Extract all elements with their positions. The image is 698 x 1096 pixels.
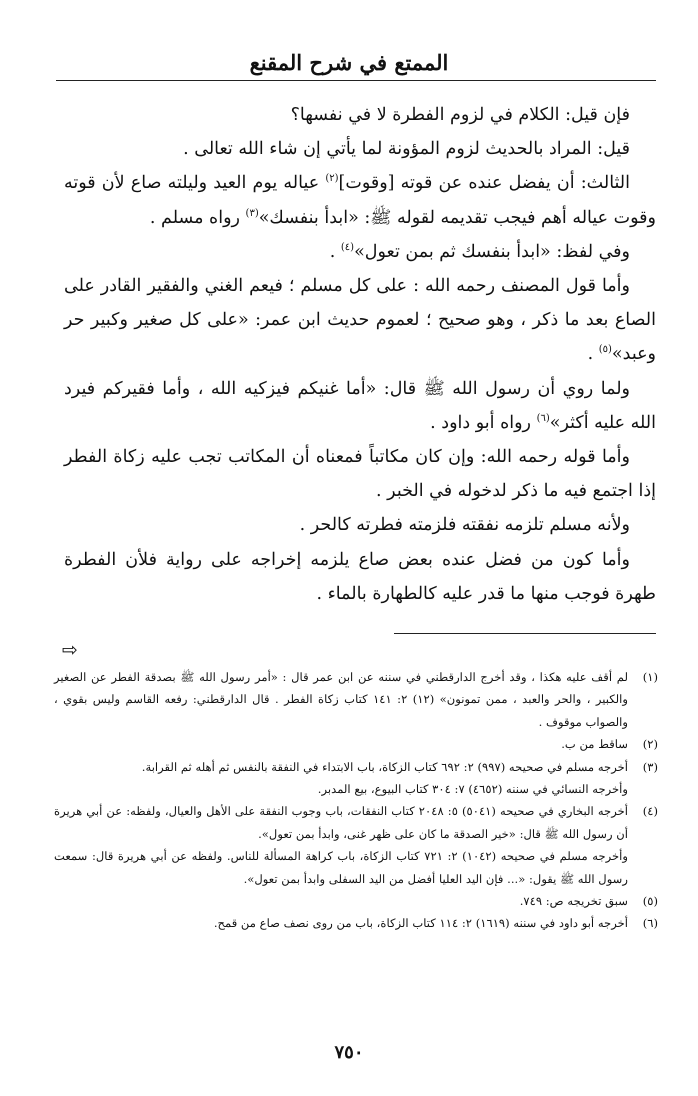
main-text (64, 98, 656, 611)
footnote-text: وأخرجه النسائي في سننه (٤٦٥٢) ٧: ٣٠٤ كتاب البيوع، بيع المدبر. (317, 782, 628, 797)
footnote-number: (٣) (642, 759, 658, 774)
paragraph-6 (64, 372, 656, 440)
paragraph-7: وأما قوله رحمه الله: وإن كان مكاتباً فمعناه أن المكاتب تجب عليه زكاة الفطر إذا اجتمع فيه ما ذكر لدخوله في الخبر . (64, 447, 656, 502)
paragraph-5-text-b: . (587, 344, 599, 365)
paragraph-9: وأما كون من فضل عنده بعض صاع يلزمه إخراجه على رواية فلأن الفطرة طهرة فوجب منها ما قدر عليه كالطهارة بالماء . (64, 549, 656, 604)
paragraph-6-text-b: رواه أبو داود . (430, 412, 537, 433)
paragraph-8: ولأنه مسلم تلزمه نفقته فلزمته فطرته كالحر . (299, 515, 630, 536)
footnote-1 (54, 666, 658, 733)
page-number: ٧٥٠ (334, 1042, 364, 1063)
footnotes (54, 666, 658, 935)
footnote-separator (394, 633, 656, 634)
footnote-ref-5: (٥) (598, 344, 612, 356)
paragraph-5-text-a: وأما قول المصنف رحمه الله : على كل مسلم ؛ فيعم الغني والفقير القادر على الصاع بعد ما ذكر ، وهو صحيح ؛ لعموم حديث ابن عمر: «على كل صغير وكبير حر وعبد» (64, 276, 656, 365)
footnote-ref-6: (٦) (536, 413, 550, 424)
footnote-number: (١) (642, 670, 658, 684)
paragraph-4 (64, 235, 656, 269)
footnote-number: (٢) (642, 737, 658, 752)
footnote-number: (٤) (642, 804, 658, 819)
paragraph-5 (64, 269, 656, 372)
footnote-number: (٥) (642, 894, 658, 909)
footnote-text: أخرجه أبو داود في سننه (١٦١٩) ٢: ١١٤ كتاب الزكاة، باب من روى نصف صاع من قمح. (213, 916, 628, 931)
footnote-4 (54, 800, 658, 890)
paragraph-3-text-a: الثالث: أن يفضل عنده عن قوته [وقوت] (338, 173, 630, 194)
paragraph-1: فإن قيل: الكلام في لزوم الفطرة لا في نفسها؟ (290, 105, 630, 125)
footnote-ref-3: (٣) (245, 207, 259, 219)
footnote-text: ساقط من ب. (561, 737, 628, 752)
running-head-title: الممتع في شرح المقنع (249, 50, 449, 75)
paragraph-6-text-a: ولما روي أن رسول الله ﷺ قال: «أما غنيكم فيزكيه الله ، وأما فقيركم فيرد الله عليه أكثر» (64, 378, 656, 433)
footnote-6 (54, 912, 658, 934)
footnote-2 (54, 733, 658, 755)
footnote-5 (54, 890, 658, 912)
paragraph-2: قيل: المراد بالحديث لزوم المؤونة لما يأتي إن شاء الله تعالى . (183, 139, 630, 160)
paragraph-4-text-a: وفي لفظ: «ابدأ بنفسك ثم بمن تعول» (354, 241, 630, 262)
footnote-ref-2: (٢) (325, 173, 339, 185)
header-rule (56, 80, 656, 81)
paragraph-4-text-b: . (329, 241, 341, 262)
paragraph-3-text-c: رواه مسلم . (149, 207, 246, 228)
footnote-ref-4: (٤) (340, 241, 355, 253)
footnote-text: أخرجه البخاري في صحيحه (٥٠٤١) ٥: ٢٠٤٨ كتاب النفقات، باب وجوب النفقة على الأهل والعيال، ولفظه: عن أبي هريرة أن رسول الله ﷺ قال: «خير الصدقة ما كان على ظهر غنى، وابدأ بمن تعول». (54, 804, 628, 841)
footnote-text: لم أقف عليه هكذا ، وقد أخرج الدارقطني في سننه عن ابن عمر قال : «أمر رسول الله ﷺ بصدقة الفطر عن الصغير والكبير ، والحر والعبد ، ممن تمونون» (١٢) ٢: ١٤١ كتاب زكاة الفطر . قال الدارقطني: رفعه القاسم وليس بقوي ، والصواب موقوف . (54, 670, 629, 729)
footnote-text: سبق تخريجه ص: ٧٤٩. (519, 894, 628, 909)
footnote-number: (٦) (642, 916, 658, 931)
footnote-text: أخرجه مسلم في صحيحه (٩٩٧) ٢: ٦٩٢ كتاب الزكاة، باب الابتداء في النفقة بالنفس ثم أهله ثم القرابة. (141, 759, 628, 774)
footnote-text: وأخرجه مسلم في صحيحه (١٠٤٢) ٢: ٧٢١ كتاب الزكاة، باب كراهة المسألة للناس. ولفظه عن أبي هريرة قال: سمعت رسول الله ﷺ يقول: «... فإن اليد العليا أفضل من اليد السفلى وابدأ بمن تعول». (54, 849, 628, 886)
paragraph-3-text-b: عياله يوم العيد وليلته صاع لأن قوته وقوت عياله أهم فيجب تقديمه لقوله ﷺ: «ابدأ بنفسك» (64, 173, 656, 228)
paragraph-3 (64, 166, 656, 234)
continuation-arrow-icon: ⇨ (62, 639, 78, 661)
footnote-3 (54, 756, 658, 801)
